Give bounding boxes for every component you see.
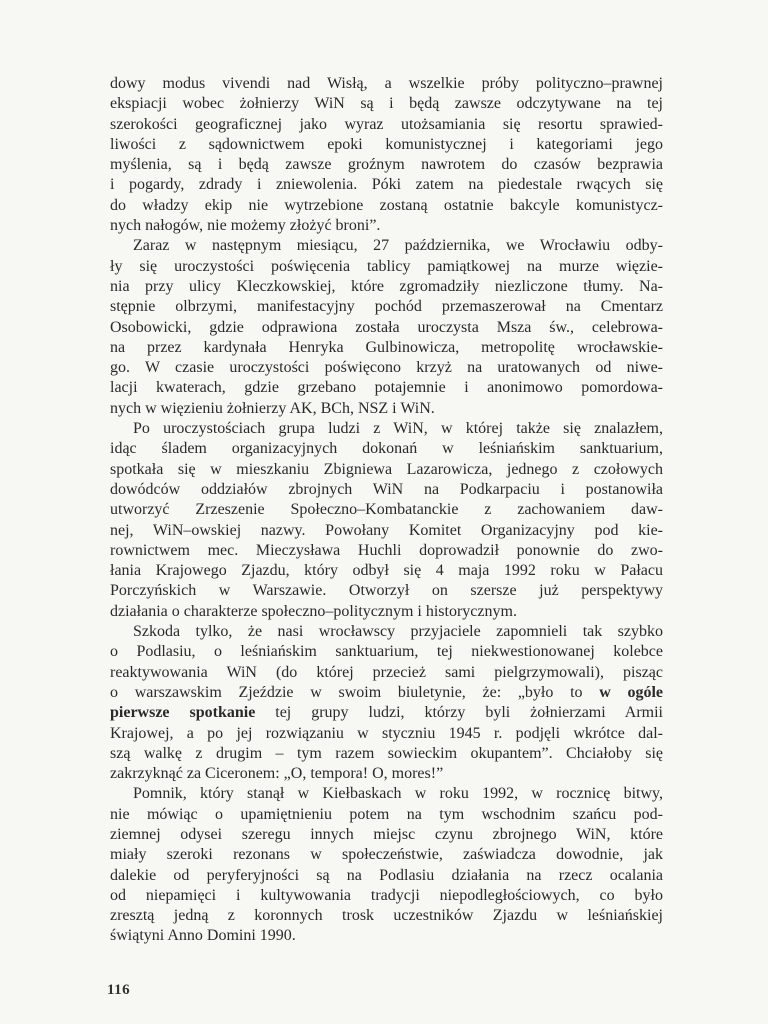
paragraph (110, 784, 663, 946)
text-line (110, 297, 663, 317)
text-segment: lacji kwaterach, gdzie grzebano potajemnie i anonimowo pomordowa- (110, 379, 663, 397)
text-line (110, 277, 663, 297)
text-segment: Zaraz w następnym miesiącu, 27 października, we Wrocławiu odby- (133, 237, 663, 255)
text-line (110, 419, 663, 439)
text-line (110, 175, 663, 195)
text-segment: dowódców oddziałów zbrojnych WiN na Podkarpaciu i postanowiła (110, 480, 663, 498)
text-line (110, 642, 663, 662)
text-segment: ły się uroczystości poświęcenia tablicy pamiątkowej na murze więzie- (110, 257, 663, 275)
text-segment: nych w więzieniu żołnierzy AK, BCh, NSZ i WiN. (110, 399, 435, 417)
text-segment: Szkoda tylko, że nasi wrocławscy przyjaciele zapomnieli tak szybko (133, 623, 663, 641)
text-segment: na przez kardynała Henryka Gulbinowicza, metropolitę wrocławskie- (110, 338, 663, 356)
text-segment: i pogardy, zdrady i zniewolenia. Póki zatem na piedestale rwących się (110, 176, 663, 194)
text-line (110, 500, 663, 520)
text-line (110, 74, 663, 94)
text-line (110, 764, 663, 784)
text-line (110, 460, 663, 480)
text-segment: nej, WiN–owskiej nazwy. Powołany Komitet Organizacyjny pod kie- (110, 521, 663, 539)
text-segment: nie mówiąc o upamiętnieniu potem na tym wschodnim szańcu pod- (110, 805, 663, 823)
text-segment: dalekie od peryferyjności są na Podlasiu działania na rzecz ocalania (110, 866, 663, 884)
text-segment: spotkała się w mieszkaniu Zbigniewa Lazarowicza, jednego z czołowych (110, 460, 663, 478)
text-segment: rownictwem mec. Mieczysława Huchli doprowadził ponownie do zwo- (110, 541, 663, 559)
text-line (110, 135, 663, 155)
text-line (110, 845, 663, 865)
bold-text-segment: pierwsze spotkanie (110, 704, 256, 722)
text-line (110, 744, 663, 764)
text-segment: nych nałogów, nie możemy złożyć broni”. (110, 217, 381, 235)
text-line (110, 338, 663, 358)
text-segment: o Podlasiu, o leśniańskim sanktuarium, tej niekwestionowanej kolebce (110, 643, 663, 661)
text-line (110, 581, 663, 601)
text-line (110, 866, 663, 886)
text-line (110, 216, 663, 236)
text-line (110, 926, 663, 946)
bold-text-segment: w ogóle (599, 683, 663, 701)
text-segment: ziemnej odysei szeregu innych miejsc czynu zbrojnego WiN, które (110, 825, 663, 843)
text-segment: liwości z sądownictwem epoki komunistycznej i kategoriami jego (110, 135, 663, 153)
text-line (110, 906, 663, 926)
text-segment: dowy modus vivendi nad Wisłą, a wszelkie próby polityczno–prawnej (110, 75, 663, 92)
text-line (110, 115, 663, 135)
text-segment: Po uroczystościach grupa ludzi z WiN, w której także się znalazłem, (133, 420, 663, 438)
text-line (110, 805, 663, 825)
text-line (110, 602, 663, 622)
text-segment: reaktywowania WiN (do której przecież sami pielgrzymowali), pisząc (110, 663, 663, 681)
text-segment: utworzyć Zrzeszenie Społeczno–Kombatanckie z zachowaniem daw- (110, 501, 663, 519)
paragraph (110, 236, 663, 419)
text-line (110, 784, 663, 804)
text-segment: zresztą jedną z koronnych trosk uczestników Zjazdu w leśniańskiej (110, 907, 663, 925)
paragraph (110, 74, 663, 236)
text-segment: stępnie olbrzymi, manifestacyjny pochód przemaszerował na Cmentarz (110, 298, 663, 316)
text-segment: tej grupy ludzi, którzy byli żołnierzami Armii (255, 704, 663, 722)
text-line (110, 561, 663, 581)
text-line (110, 257, 663, 277)
page-number: 116 (107, 982, 131, 998)
text-line (110, 683, 663, 703)
text-line (110, 378, 663, 398)
text-line (110, 196, 663, 216)
text-segment: Krajowej, a po jej rozwiązaniu w styczniu 1945 r. podjęli wkrótce dal- (110, 724, 663, 742)
text-segment: łania Krajowego Zjazdu, który odbył się 4 maja 1992 roku w Pałacu (110, 562, 663, 580)
text-line (110, 521, 663, 541)
text-segment: szerokości geograficznej jako wyraz utożsamiania się resortu sprawied- (110, 115, 663, 133)
text-segment: myślenia, są i będą zawsze groźnym nawrotem do czasów bezprawia (110, 156, 663, 174)
text-segment: miały szeroki rezonans w społeczeństwie, zaświadcza dowodnie, jak (110, 846, 663, 864)
text-line (110, 399, 663, 419)
text-line (110, 663, 663, 683)
text-block (110, 74, 663, 947)
text-segment: działania o charakterze społeczno–politycznym i historycznym. (110, 602, 517, 620)
text-line (110, 318, 663, 338)
paragraph (110, 622, 663, 784)
text-segment: Osobowicki, gdzie odprawiona została uroczysta Msza św., celebrowa- (110, 318, 663, 336)
text-segment: Pomnik, który stanął w Kiełbaskach w roku 1992, w rocznicę bitwy, (133, 785, 663, 803)
text-segment: nia przy ulicy Kleczkowskiej, które zgromadziły niezliczone tłumy. Na- (110, 277, 663, 295)
text-segment: ekspiacji wobec żołnierzy WiN są i będą zawsze odczytywane na tej (110, 95, 663, 113)
text-line (110, 622, 663, 642)
text-segment: świątyni Anno Domini 1990. (110, 927, 296, 945)
paragraph (110, 419, 663, 622)
text-segment: Porczyńskich w Warszawie. Otworzył on szersze już perspektywy (110, 582, 663, 600)
text-line (110, 480, 663, 500)
text-segment: zakrzyknąć za Ciceronem: „O, tempora! O, mores!” (110, 765, 444, 783)
text-line (110, 236, 663, 256)
text-segment: o warszawskim Zjeździe w swoim biuletynie, że: „było to (110, 683, 600, 701)
text-line (110, 94, 663, 114)
text-segment: idąc śladem organizacyjnych dokonań w leśniańskim sanktuarium, (110, 440, 663, 458)
text-line (110, 886, 663, 906)
text-segment: szą walkę z drugim – tym razem sowieckim okupantem”. Chciałoby się (110, 744, 663, 762)
text-segment: od niepamięci i kultywowania tradycji niepodległościowych, co było (110, 886, 663, 904)
text-segment: do władzy ekip nie wytrzebione zostaną ostatnie bakcyle komunistycz- (110, 196, 663, 214)
text-line (110, 825, 663, 845)
text-line (110, 541, 663, 561)
text-line (110, 155, 663, 175)
text-line (110, 703, 663, 723)
text-line (110, 724, 663, 744)
text-segment: go. W czasie uroczystości poświęcono krzyż na uratowanych od niwe- (110, 359, 663, 377)
text-line (110, 439, 663, 459)
text-line (110, 358, 663, 378)
